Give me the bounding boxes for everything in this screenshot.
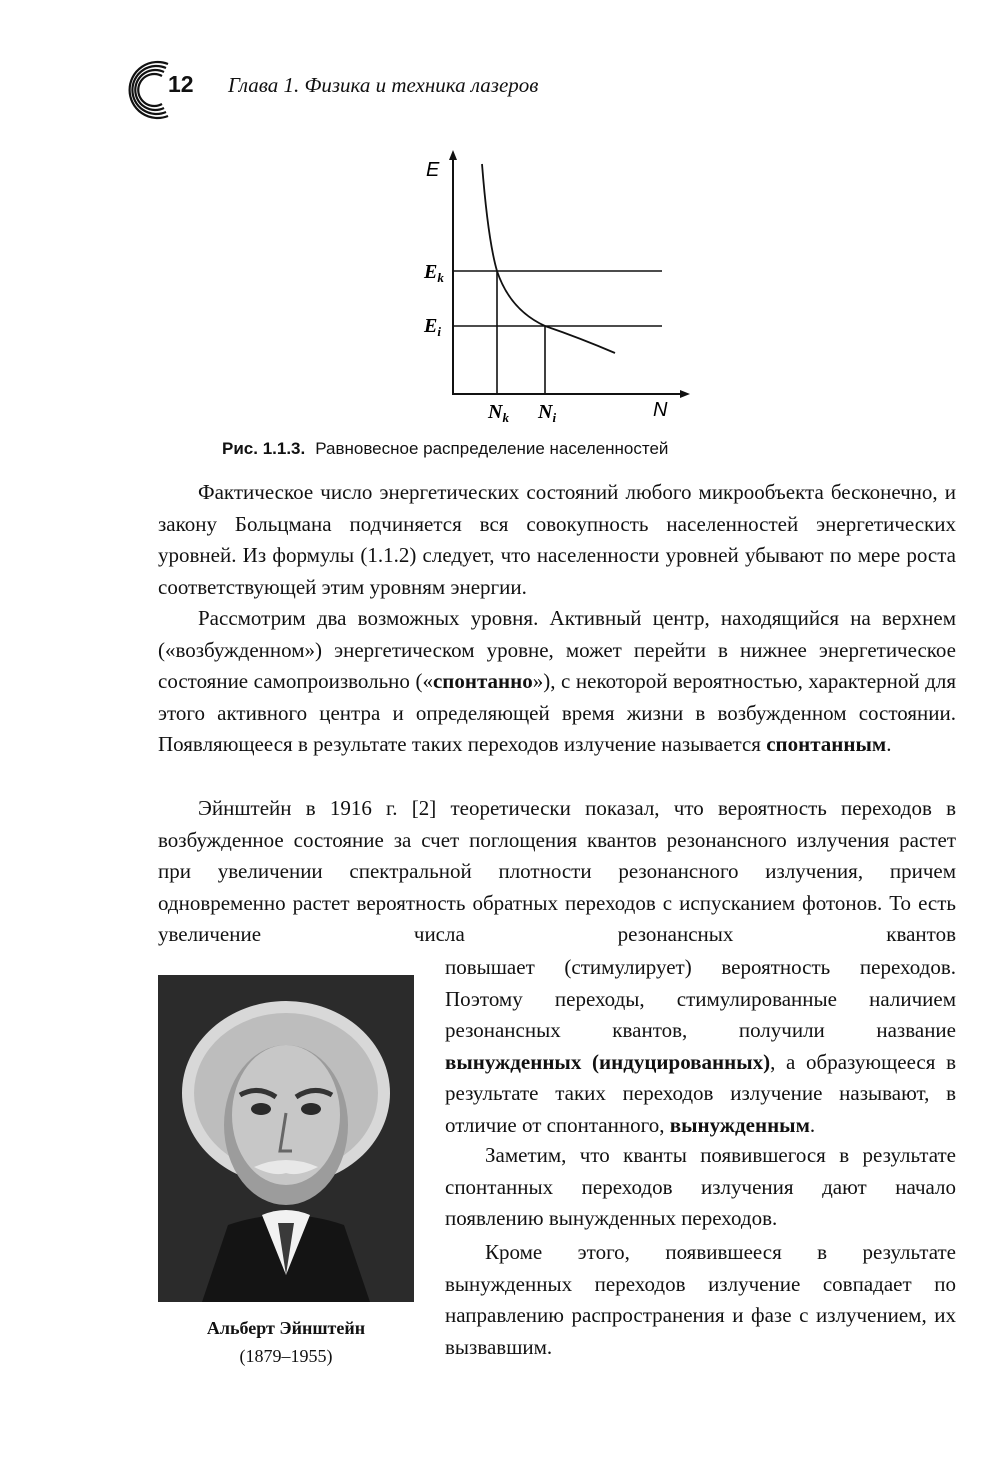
pop-k-label: $N_k$ — [488, 401, 509, 425]
portrait-image — [158, 975, 414, 1302]
level-i-label: $E_i$ — [424, 315, 441, 339]
page-number: 12 — [168, 71, 194, 97]
x-axis-label: N — [653, 399, 668, 421]
page-header — [128, 58, 948, 118]
paragraph-2: Рассмотрим два возможных уровня. Активный центр, находящийся на верхнем («возбужденном») энергетическом уровне, может перейти в нижнее энергетическое состояние самопроизвольно («спонтанно»), с некоторой вероятностью, характерной для этого активного центра и определяющей время жизни в возбужденном состоянии. Появляющееся в результате таких переходов излучение называется спонтанным. — [158, 606, 956, 757]
paragraph-1: Фактическое число энергетических состояний любого микрообъекта бесконечно, и закону Больцмана подчиняется вся совокупность населенностей энергетических уровней. Из формулы (1.1.2) следует, что населенности уровней убывают по мере роста соответствующей этим уровням энергии. — [158, 480, 956, 599]
photo-caption-name: Альберт Эйнштейн — [206, 1318, 366, 1338]
term-spontaneous: спонтанным — [766, 732, 887, 757]
term-spontaneously: спонтанно — [432, 669, 533, 694]
x-axis-arrow — [680, 390, 690, 398]
chapter-title: Глава 1. Физика и техника лазеров — [228, 73, 539, 97]
population-distribution-figure — [410, 150, 700, 430]
y-axis-label: E — [426, 159, 440, 181]
paragraph-5: Заметим, что кванты появившегося в результате спонтанных переходов излучения дают начало появлению вынужденных переходов. — [445, 1143, 956, 1231]
caption-number: Рис. 1.1.3. — [222, 439, 306, 458]
paragraph-4: повышает (стимулирует) вероятность переходов. Поэтому переходы, стимулированные наличием резонансных квантов, получили название вынужденных (индуцированных), а образующееся в результате таких переходов излучение называют, в отличие от спонтанного, вынужденным. — [445, 955, 956, 1137]
photo-caption-years: (1879–1955) — [239, 1346, 333, 1366]
level-k-label: $E_k$ — [424, 261, 444, 285]
boltzmann-curve — [482, 164, 615, 353]
term-forced: вынужденным — [669, 1112, 810, 1137]
y-axis-arrow — [449, 150, 457, 160]
figure-caption — [222, 439, 668, 459]
paragraph-6: Кроме этого, появившееся в результате вынужденных переходов излучение совпадает по направлению распространения и фазе с излучением, их вызвавшим. — [445, 1240, 956, 1359]
pop-i-label: $N_i$ — [538, 401, 557, 425]
einstein-photo — [158, 975, 414, 1302]
term-stimulated: вынужденных (индуцированных) — [445, 1049, 771, 1074]
paragraph-3: Эйнштейн в 1916 г. [2] теоретически показал, что вероятность переходов в возбужденное состояние за счет поглощения квантов резонансного излучения растет при увеличении спектральной плотности резонансного излучения, причем одновременно растет вероятность обратных переходов с испусканием фотонов. То есть увеличение числа резонансных квантов — [158, 796, 956, 947]
caption-text: Равновесное распределение населенностей — [315, 439, 669, 458]
